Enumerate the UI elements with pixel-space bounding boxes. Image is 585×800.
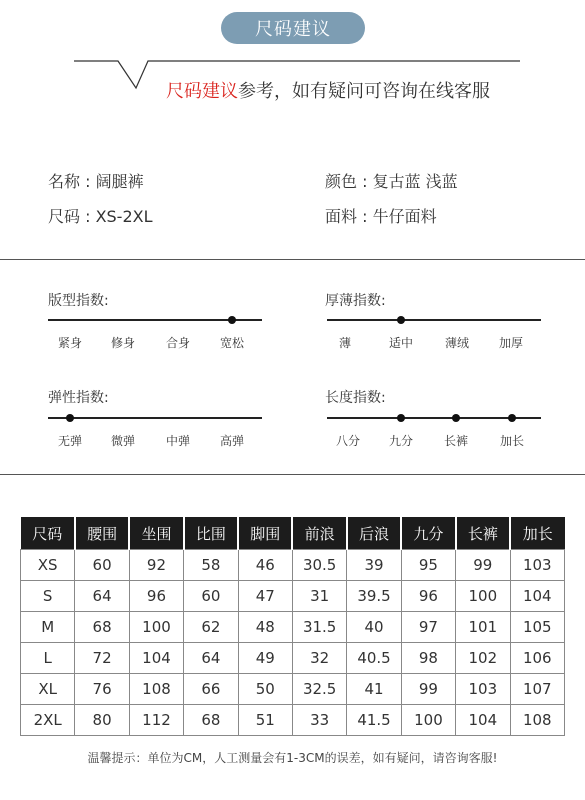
table-cell: 104 — [510, 581, 564, 612]
table-cell: 103 — [510, 550, 564, 581]
table-cell: 92 — [129, 550, 183, 581]
scale-title: 长度指数: — [325, 390, 386, 406]
scale-marker-dot — [397, 414, 405, 422]
table-cell: 39 — [347, 550, 401, 581]
table-row — [21, 643, 565, 674]
scale-tick-label: 长裤 — [443, 434, 469, 448]
scale-tick-label: 微弹 — [110, 434, 136, 448]
subtitle-highlight: 尺码建议 — [166, 81, 238, 102]
scale-line — [327, 319, 541, 321]
table-cell: 108 — [510, 705, 564, 736]
product-color: 颜色 : 复古蓝 浅蓝 — [325, 172, 458, 191]
table-cell: 72 — [75, 643, 129, 674]
column-header: 前浪 — [292, 517, 346, 550]
table-row — [21, 550, 565, 581]
table-cell: 100 — [456, 581, 510, 612]
table-cell: 39.5 — [347, 581, 401, 612]
table-cell: 102 — [456, 643, 510, 674]
scale-tick-label: 修身 — [110, 336, 136, 350]
table-cell: 46 — [238, 550, 292, 581]
table-cell: 32 — [292, 643, 346, 674]
table-cell: 41.5 — [347, 705, 401, 736]
table-cell: 99 — [456, 550, 510, 581]
table-cell: 95 — [401, 550, 455, 581]
table-cell: XL — [21, 674, 75, 705]
table-cell: 100 — [401, 705, 455, 736]
scale-title: 厚薄指数: — [325, 293, 386, 309]
divider-top — [0, 259, 585, 260]
table-cell: 30.5 — [292, 550, 346, 581]
scale-tick-label: 加长 — [499, 434, 525, 448]
product-fabric: 面料 : 牛仔面料 — [325, 207, 437, 226]
size-table-header — [21, 517, 565, 550]
table-cell: 68 — [75, 612, 129, 643]
table-cell: 47 — [238, 581, 292, 612]
section-title-pill: 尺码建议 — [221, 12, 365, 44]
scale-tick-label: 无弹 — [57, 434, 83, 448]
table-cell: 103 — [456, 674, 510, 705]
scale-tick-label: 紧身 — [57, 336, 83, 350]
table-cell: 58 — [184, 550, 238, 581]
table-cell: 2XL — [21, 705, 75, 736]
table-cell: 98 — [401, 643, 455, 674]
table-cell: 49 — [238, 643, 292, 674]
scale-tick-label: 薄 — [338, 336, 352, 350]
table-cell: 48 — [238, 612, 292, 643]
subtitle-text: 参考，如有疑问可咨询在线客服 — [238, 81, 490, 102]
scale-title: 弹性指数: — [48, 390, 109, 406]
column-header: 比围 — [184, 517, 238, 550]
table-cell: 104 — [129, 643, 183, 674]
scale-marker-dot — [228, 316, 236, 324]
table-cell: XS — [21, 550, 75, 581]
footer-note: 温馨提示：单位为CM，人工测量会有1-3CM的误差，如有疑问，请咨询客服! — [87, 751, 498, 765]
scale-tick-label: 宽松 — [219, 336, 245, 350]
scale-tick-label: 薄绒 — [444, 336, 470, 350]
table-cell: M — [21, 612, 75, 643]
table-cell: 40 — [347, 612, 401, 643]
table-cell: 76 — [75, 674, 129, 705]
table-cell: 106 — [510, 643, 564, 674]
scale-marker-dot — [452, 414, 460, 422]
scale-tick-label: 合身 — [165, 336, 191, 350]
table-cell: 112 — [129, 705, 183, 736]
column-header: 尺码 — [21, 517, 75, 550]
table-cell: 50 — [238, 674, 292, 705]
table-cell: 96 — [401, 581, 455, 612]
table-cell: 105 — [510, 612, 564, 643]
table-cell: 51 — [238, 705, 292, 736]
scale-line — [48, 417, 262, 419]
scale-tick-label: 高弹 — [219, 434, 245, 448]
table-cell: 107 — [510, 674, 564, 705]
table-cell: 31 — [292, 581, 346, 612]
table-cell: 41 — [347, 674, 401, 705]
table-cell: L — [21, 643, 75, 674]
table-cell: 31.5 — [292, 612, 346, 643]
column-header: 后浪 — [347, 517, 401, 550]
scale-marker-dot — [397, 316, 405, 324]
table-cell: 60 — [75, 550, 129, 581]
scale-marker-dot — [66, 414, 74, 422]
table-cell: S — [21, 581, 75, 612]
table-cell: 40.5 — [347, 643, 401, 674]
column-header: 长裤 — [456, 517, 510, 550]
table-cell: 68 — [184, 705, 238, 736]
scale-tick-label: 八分 — [335, 434, 361, 448]
table-cell: 96 — [129, 581, 183, 612]
table-cell: 80 — [75, 705, 129, 736]
table-cell: 64 — [75, 581, 129, 612]
column-header: 加长 — [510, 517, 564, 550]
table-row — [21, 674, 565, 705]
subtitle — [166, 77, 490, 103]
scale-marker-dot — [508, 414, 516, 422]
table-row — [21, 705, 565, 736]
table-cell: 32.5 — [292, 674, 346, 705]
table-cell: 99 — [401, 674, 455, 705]
column-header: 坐围 — [129, 517, 183, 550]
scale-title: 版型指数: — [48, 293, 109, 309]
product-size-range: 尺码 : XS-2XL — [48, 207, 153, 226]
scale-tick-label: 中弹 — [165, 434, 191, 448]
column-header: 九分 — [401, 517, 455, 550]
column-header: 腰围 — [75, 517, 129, 550]
table-cell: 66 — [184, 674, 238, 705]
table-row — [21, 581, 565, 612]
table-cell: 97 — [401, 612, 455, 643]
column-header: 脚围 — [238, 517, 292, 550]
table-row — [21, 612, 565, 643]
divider-bottom — [0, 474, 585, 475]
table-cell: 101 — [456, 612, 510, 643]
table-cell: 64 — [184, 643, 238, 674]
table-cell: 104 — [456, 705, 510, 736]
scale-tick-label: 适中 — [388, 336, 414, 350]
product-name: 名称 : 阔腿裤 — [48, 172, 144, 191]
table-cell: 100 — [129, 612, 183, 643]
table-cell: 62 — [184, 612, 238, 643]
scale-tick-label: 加厚 — [498, 336, 524, 350]
scale-tick-label: 九分 — [388, 434, 414, 448]
size-table — [20, 517, 565, 736]
table-cell: 60 — [184, 581, 238, 612]
table-cell: 108 — [129, 674, 183, 705]
table-cell: 33 — [292, 705, 346, 736]
